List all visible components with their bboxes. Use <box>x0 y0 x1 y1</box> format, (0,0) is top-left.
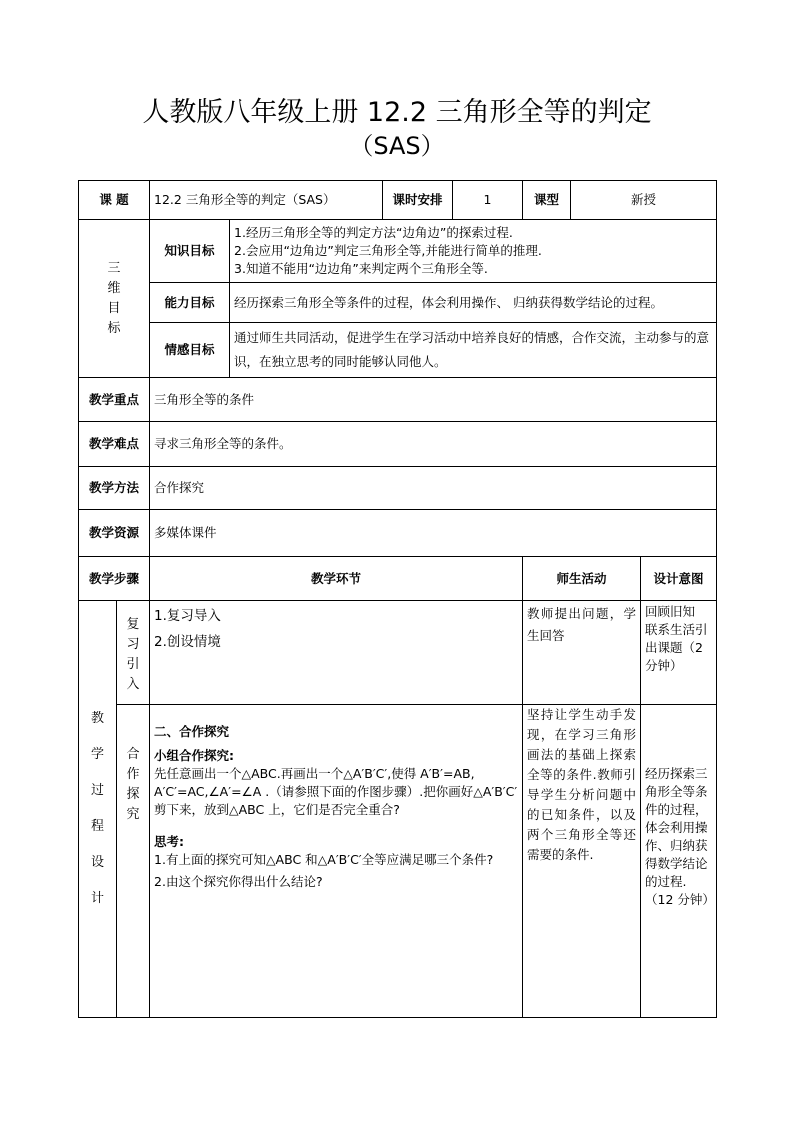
link-label: 教学环节 <box>150 557 523 601</box>
difficulty-value: 寻求三角形全等的条件。 <box>150 422 717 467</box>
group-title: 小组合作探究: <box>154 748 235 763</box>
resource-row <box>79 510 717 557</box>
think-title: 思考: <box>154 834 185 849</box>
type-label: 课型 <box>523 181 571 220</box>
document-subtitle: （SAS） <box>349 132 445 160</box>
intent-review: 回顾旧知 联系生活引出课题（2 分钟） <box>641 601 717 705</box>
method-label: 教学方法 <box>79 467 150 510</box>
lesson-plan-table <box>78 180 717 1018</box>
activity-label: 师生活动 <box>523 557 641 601</box>
ability-label: 能力目标 <box>150 283 230 323</box>
resource-value: 多媒体课件 <box>150 510 717 557</box>
process-label: 教 学 过 程 设 计 <box>79 601 117 1018</box>
knowledge-label: 知识目标 <box>150 220 230 283</box>
steps-header-row <box>79 557 717 601</box>
ability-text: 经历探索三角形全等条件的过程，体会利用操作、 归纳获得数学结论的过程。 <box>230 283 717 323</box>
method-row <box>79 467 717 510</box>
process-row-review <box>79 601 717 705</box>
section-title: 二、合作探究 <box>154 724 230 739</box>
difficulty-row <box>79 422 717 467</box>
method-value: 合作探究 <box>150 467 717 510</box>
group-text: 先任意画出一个△ABC.再画出一个△A′B′C′,使得 A′B′=AB, A′C′=AC,∠A′=∠A .（请参照下面的作图步骤）.把你画好△A′B′C′剪下来，放到△ABC 上，它们是否完全重合? <box>154 766 518 817</box>
steps-label: 教学步骤 <box>79 557 150 601</box>
activity-review: 教师提出问题，学生回答 <box>523 601 641 705</box>
intent-explore: 经历探索三角形全等条件的过程，体会利用操作、归纳获得数学结论的过程.（12 分钟） <box>641 705 717 1018</box>
think-item: 2.由这个探究你得出什么结论? <box>154 874 323 889</box>
think-item: 1.有上面的探究可知△ABC 和△A′B′C′全等应满足哪三个条件? <box>154 852 494 867</box>
explore-content <box>150 705 523 1018</box>
type-value: 新授 <box>571 181 717 220</box>
knowledge-row <box>79 220 717 283</box>
review-sublabel: 复 习 引 入 <box>117 601 150 705</box>
goals-label: 三 维 目 标 <box>79 220 150 378</box>
header-row <box>79 181 717 220</box>
document-title: 人教版八年级上册 12.2 三角形全等的判定 <box>142 97 652 128</box>
topic-label: 课 题 <box>79 181 150 220</box>
topic-value: 12.2 三角形全等的判定（SAS） <box>150 181 383 220</box>
intent-label: 设计意图 <box>641 557 717 601</box>
hours-value: 1 <box>453 181 523 220</box>
difficulty-label: 教学难点 <box>79 422 150 467</box>
review-content: 1.复习导入 2.创设情境 <box>150 601 523 705</box>
key-point-row <box>79 378 717 422</box>
ability-row <box>79 283 717 323</box>
explore-sublabel: 合 作 探 究 <box>117 705 150 1018</box>
knowledge-text: 1.经历三角形全等的判定方法“边角边”的探索过程. 2.会应用“边角边”判定三角形全等,并能进行简单的推理. 3.知道不能用“边边角”来判定两个三角形全等. <box>230 220 717 283</box>
activity-explore: 坚持让学生动手发现，在学习三角形画法的基础上探索全等的条件.教师引导学生分析问题中的已知条件，以及两个三角形全等还需要的条件. <box>523 705 641 1018</box>
resource-label: 教学资源 <box>79 510 150 557</box>
key-point-label: 教学重点 <box>79 378 150 422</box>
emotion-row <box>79 323 717 378</box>
emotion-text: 通过师生共同活动，促进学生在学习活动中培养良好的情感，合作交流，主动参与的意识，在独立思考的同时能够认同他人。 <box>230 323 717 378</box>
process-row-explore <box>79 705 717 1018</box>
emotion-label: 情感目标 <box>150 323 230 378</box>
hours-label: 课时安排 <box>383 181 453 220</box>
key-point-value: 三角形全等的条件 <box>150 378 717 422</box>
